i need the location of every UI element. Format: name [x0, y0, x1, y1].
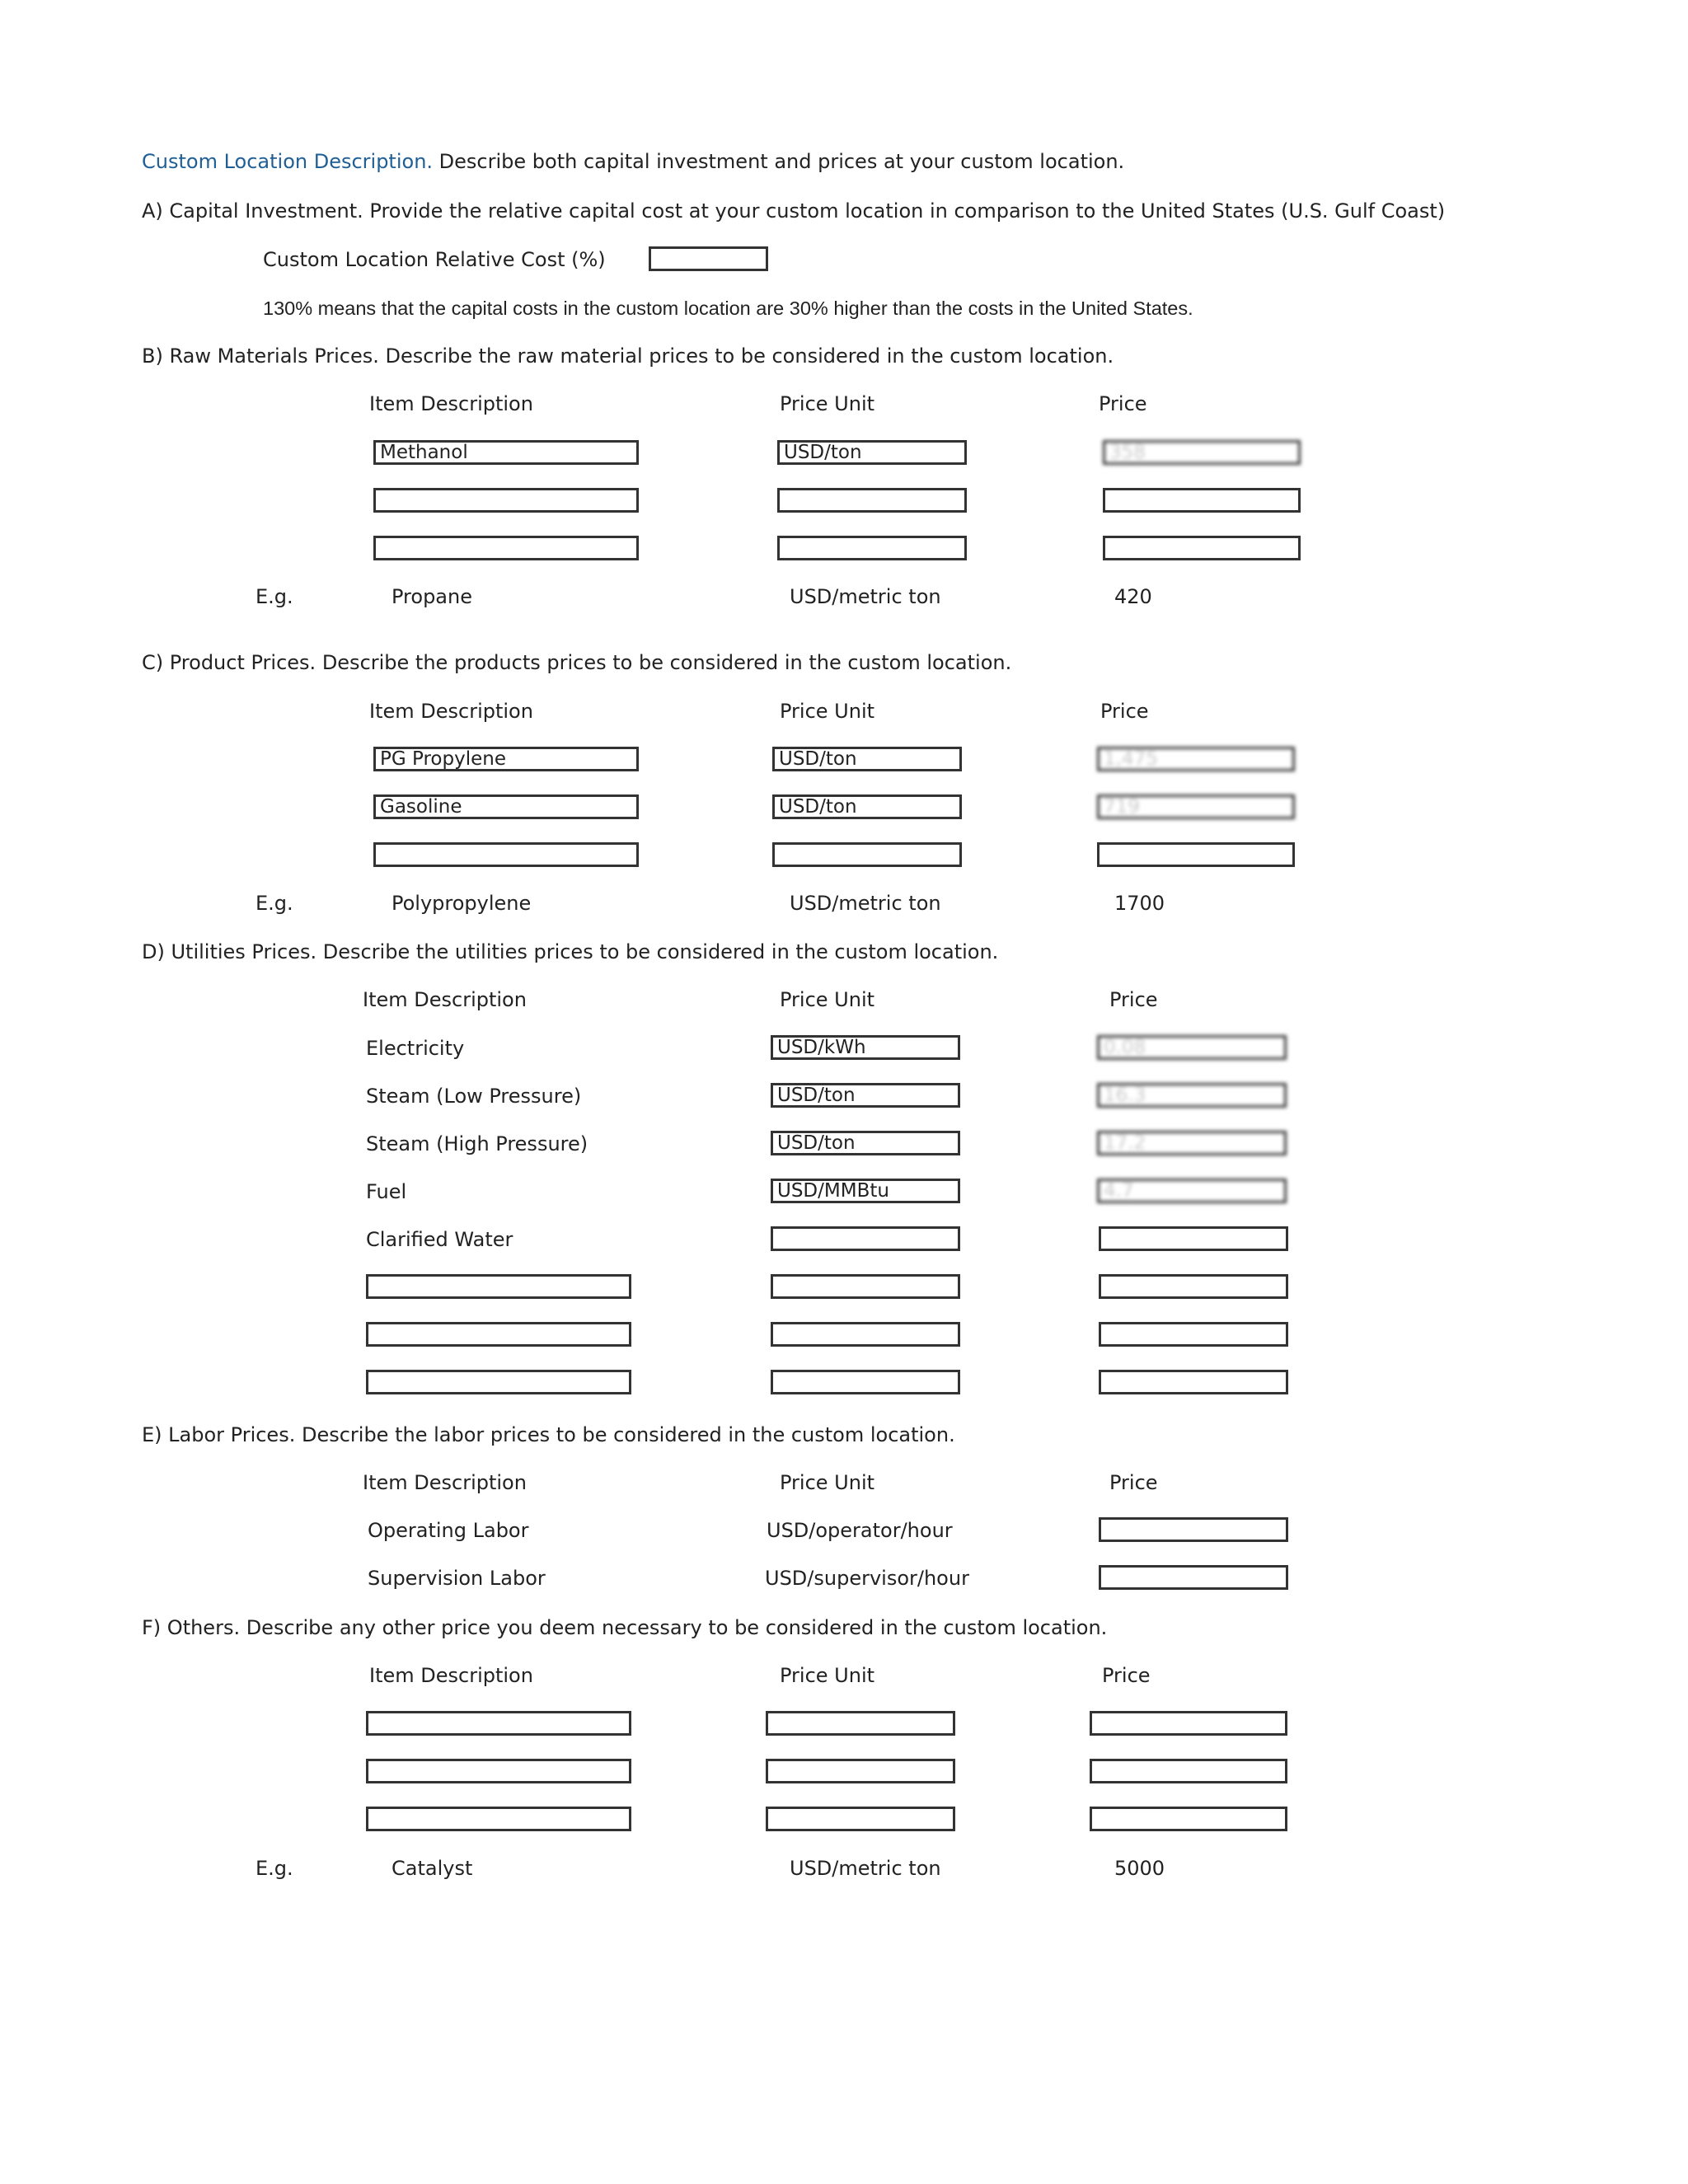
others-unit-input[interactable]	[766, 1711, 955, 1736]
labor-col-price: Price	[1109, 1471, 1158, 1494]
relative-cost-input[interactable]	[649, 246, 768, 271]
product-eg-label: E.g.	[256, 892, 293, 915]
product-eg-unit: USD/metric ton	[790, 892, 941, 915]
product-heading: C) Product Prices. Describe the products prices to be considered in the custom location.	[142, 651, 1012, 674]
raw-item-input[interactable]	[373, 488, 639, 513]
others-eg-price: 5000	[1114, 1857, 1165, 1880]
product-unit-input[interactable]	[772, 794, 962, 819]
utility-clarified-water-label: Clarified Water	[366, 1228, 513, 1251]
utility-steam-high-price-input[interactable]	[1097, 1131, 1287, 1155]
raw-heading: B) Raw Materials Prices. Describe the raw material prices to be considered in the custom location.	[142, 344, 1114, 368]
others-unit-input[interactable]	[766, 1807, 955, 1831]
utility-item-input[interactable]	[366, 1274, 631, 1299]
utilities-col-item: Item Description	[363, 988, 527, 1011]
utility-clarified-water-price-input[interactable]	[1099, 1226, 1288, 1251]
utility-steam-high-unit-input[interactable]	[771, 1131, 960, 1155]
utility-steam-low-label: Steam (Low Pressure)	[366, 1085, 582, 1108]
relative-cost-label: Custom Location Relative Cost (%)	[263, 248, 606, 271]
others-eg-unit: USD/metric ton	[790, 1857, 941, 1880]
labor-supervision-price-input[interactable]	[1099, 1565, 1288, 1590]
labor-operating-unit: USD/operator/hour	[767, 1519, 953, 1542]
others-heading: F) Others. Describe any other price you deem necessary to be considered in the custom location.	[142, 1616, 1108, 1639]
utility-fuel-price-input[interactable]	[1097, 1179, 1287, 1203]
utility-electricity-unit-input[interactable]	[771, 1035, 960, 1060]
utility-electricity-price-input[interactable]	[1097, 1035, 1287, 1060]
utility-item-input[interactable]	[366, 1370, 631, 1394]
product-unit-input[interactable]	[772, 747, 962, 771]
raw-eg-price: 420	[1114, 585, 1152, 608]
utility-unit-input[interactable]	[771, 1322, 960, 1347]
others-price-input[interactable]	[1090, 1759, 1287, 1783]
others-item-input[interactable]	[366, 1711, 631, 1736]
others-col-unit: Price Unit	[780, 1664, 875, 1687]
raw-unit-input[interactable]	[777, 536, 967, 560]
others-eg-item: Catalyst	[392, 1857, 473, 1880]
product-col-unit: Price Unit	[780, 700, 875, 723]
utilities-col-price: Price	[1109, 988, 1158, 1011]
others-price-input[interactable]	[1090, 1807, 1287, 1831]
raw-eg-unit: USD/metric ton	[790, 585, 941, 608]
product-unit-input[interactable]	[772, 842, 962, 867]
product-eg-item: Polypropylene	[392, 892, 532, 915]
product-item-input[interactable]	[373, 842, 639, 867]
utility-price-input[interactable]	[1099, 1274, 1288, 1299]
raw-item-input[interactable]	[373, 536, 639, 560]
product-item-input[interactable]	[373, 794, 639, 819]
raw-price-input[interactable]	[1103, 488, 1301, 513]
raw-price-input[interactable]	[1103, 440, 1301, 465]
others-col-price: Price	[1102, 1664, 1151, 1687]
labor-operating-label: Operating Labor	[368, 1519, 529, 1542]
raw-item-input[interactable]	[373, 440, 639, 465]
intro-text: Describe both capital investment and prices at your custom location.	[433, 150, 1125, 173]
product-price-input[interactable]	[1097, 747, 1295, 771]
labor-operating-price-input[interactable]	[1099, 1517, 1288, 1542]
page-title: Custom Location Description.	[142, 150, 434, 173]
product-item-input[interactable]	[373, 747, 639, 771]
raw-unit-input[interactable]	[777, 440, 967, 465]
labor-supervision-unit: USD/supervisor/hour	[765, 1567, 969, 1590]
utility-electricity-label: Electricity	[366, 1037, 465, 1060]
capital-note: 130% means that the capital costs in the custom location are 30% higher than the costs in the United States.	[263, 298, 1193, 319]
raw-unit-input[interactable]	[777, 488, 967, 513]
utility-steam-low-price-input[interactable]	[1097, 1083, 1287, 1108]
others-col-item: Item Description	[369, 1664, 533, 1687]
utility-fuel-label: Fuel	[366, 1180, 407, 1203]
utilities-heading: D) Utilities Prices. Describe the utilities prices to be considered in the custom location.	[142, 940, 999, 963]
intro-line	[142, 149, 1124, 174]
utility-steam-low-unit-input[interactable]	[771, 1083, 960, 1108]
product-eg-price: 1700	[1114, 892, 1165, 915]
others-item-input[interactable]	[366, 1807, 631, 1831]
raw-eg-item: Propane	[392, 585, 472, 608]
labor-supervision-label: Supervision Labor	[368, 1567, 546, 1590]
utilities-col-unit: Price Unit	[780, 988, 875, 1011]
others-price-input[interactable]	[1090, 1711, 1287, 1736]
product-col-item: Item Description	[369, 700, 533, 723]
labor-col-unit: Price Unit	[780, 1471, 875, 1494]
utility-steam-high-label: Steam (High Pressure)	[366, 1132, 588, 1155]
labor-heading: E) Labor Prices. Describe the labor prices to be considered in the custom location.	[142, 1423, 955, 1446]
raw-col-price: Price	[1099, 392, 1147, 415]
raw-col-item: Item Description	[369, 392, 533, 415]
raw-price-input[interactable]	[1103, 536, 1301, 560]
product-price-input[interactable]	[1097, 842, 1295, 867]
utility-unit-input[interactable]	[771, 1274, 960, 1299]
capital-heading: A) Capital Investment. Provide the relative capital cost at your custom location in comparison to the United States (U.S. Gulf Coast)	[142, 199, 1446, 223]
utility-item-input[interactable]	[366, 1322, 631, 1347]
utility-price-input[interactable]	[1099, 1370, 1288, 1394]
product-col-price: Price	[1100, 700, 1149, 723]
utility-unit-input[interactable]	[771, 1370, 960, 1394]
others-eg-label: E.g.	[256, 1857, 293, 1880]
others-item-input[interactable]	[366, 1759, 631, 1783]
labor-col-item: Item Description	[363, 1471, 527, 1494]
raw-eg-label: E.g.	[256, 585, 293, 608]
others-unit-input[interactable]	[766, 1759, 955, 1783]
utility-fuel-unit-input[interactable]	[771, 1179, 960, 1203]
utility-price-input[interactable]	[1099, 1322, 1288, 1347]
raw-col-unit: Price Unit	[780, 392, 875, 415]
utility-clarified-water-unit-input[interactable]	[771, 1226, 960, 1251]
product-price-input[interactable]	[1097, 794, 1295, 819]
